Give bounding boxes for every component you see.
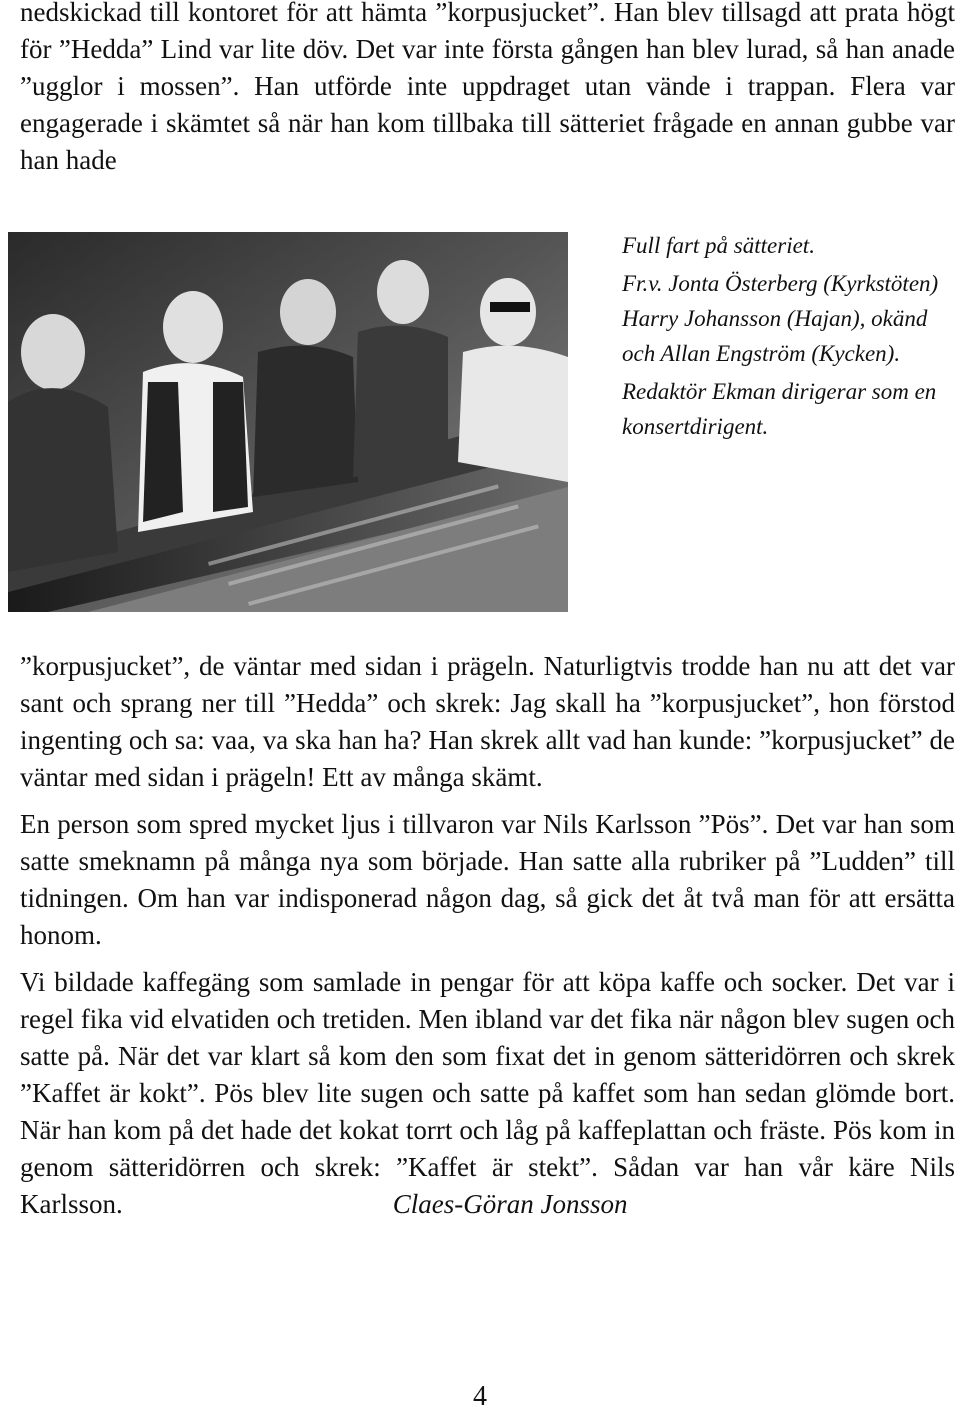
paragraph-with-signature xyxy=(20,964,955,1223)
paragraph: ”korpusjucket”, de väntar med sidan i prägeln. Naturligtvis trodde han nu att det var sant och sprang ner till ”Hedda” och skrek: Jag skall ha ”korpusjucket”, hon förstod ingenting och sa: vaa, va ska han ha? Han skrek allt vad han kunde: ”korpusjucket” de väntar med sidan i prägeln! Ett av många skämt. xyxy=(20,651,955,792)
paragraph-text: Vi bildade kaffegäng som samlade in pengar för att köpa kaffe och socker. Det var i regel fika vid elvatiden och tretiden. Men ibland var det fika när någon blev sugen och satte på. När det var klart så kom den som fixat det in genom sätteridörren och skrek ”Kaffet är kokt”. Pös blev lite sugen och satte på kaffet som han sedan glömde bort. När han kom på det hade det kokat torrt och låg på kaffeplattan och fräste. Pös kom in genom sätteridörren och skrek: ”Kaffet är stekt”. Sådan var han vår käre Nils Karlsson. xyxy=(20,967,955,1219)
article-text-bottom xyxy=(20,648,955,1233)
page-number: 4 xyxy=(473,1381,487,1412)
paragraph: En person som spred mycket ljus i tillvaron var Nils Karlsson ”Pös”. Det var han som satte smeknamn på många nya som började. Han satte alla rubriker på ”Ludden” till tidningen. Om han var indisponerad någon dag, så gick det åt två man för att ersätta honom. xyxy=(20,809,955,950)
caption-names: Fr.v. Jonta Österberg (Kyrkstöten) Harry Johansson (Hajan), okänd och Allan Engström (Kycken). xyxy=(622,271,939,366)
caption-editor: Redaktör Ekman dirigerar som en konsertdirigent. xyxy=(622,379,937,439)
black-and-white-photo-of-typesetters xyxy=(8,232,568,612)
caption-title: Full fart på sätteriet. xyxy=(622,233,815,258)
author-signature: Claes-Göran Jonsson xyxy=(392,1189,628,1219)
paragraph: nedskickad till kontoret för att hämta ”korpusjucket”. Han blev tillsagd att prata högt för ”Hedda” Lind var lite döv. Det var inte första gången han blev lurad, så han anade ”ugglor i mossen”. Han utförde inte uppdraget utan vände i trappan. Flera var engagerade i skämtet så när han kom tillbaka till sätteriet frågade en annan gubbe var han hade xyxy=(20,0,955,175)
article-text-top xyxy=(20,0,955,179)
photo-caption xyxy=(622,228,958,447)
photo-typesetters xyxy=(8,232,568,612)
